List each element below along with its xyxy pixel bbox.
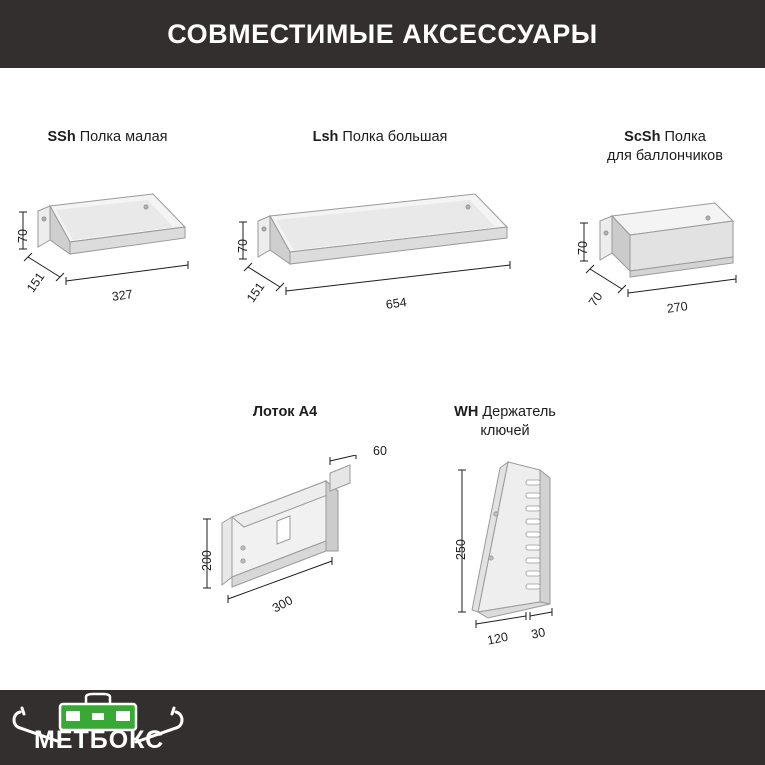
dim-wh-height: 250 — [454, 539, 468, 560]
product-name-scsh: Полка — [664, 129, 706, 145]
product-caption-wh — [415, 403, 595, 441]
product-name2-wh: ключей — [480, 423, 530, 439]
dim-lsh-depth: 151 — [244, 279, 268, 306]
dim-scsh-depth: 70 — [586, 289, 606, 310]
page-header — [0, 0, 765, 68]
product-drawing-scsh — [570, 185, 760, 320]
product-name-lsh: Полка большая — [342, 129, 448, 145]
product-code-ssh: SSh — [47, 129, 76, 145]
product-caption-scsh — [575, 128, 755, 166]
product-name-tray: A4 — [298, 404, 318, 420]
product-drawing-tray — [180, 444, 400, 620]
product-drawing-lsh — [230, 185, 540, 320]
product-code-tray: Лоток — [252, 404, 295, 420]
dim-ssh-depth: 151 — [24, 269, 48, 296]
product-name-wh: Держатель — [482, 404, 556, 420]
product-drawing-wh — [440, 452, 610, 648]
product-item-wh — [415, 403, 595, 441]
dim-scsh-width: 270 — [666, 299, 689, 316]
logo-brand-text: МЕТБОКС — [34, 726, 165, 754]
dim-wh-width: 120 — [486, 629, 510, 648]
dim-lsh-height: 70 — [236, 239, 250, 253]
product-caption-ssh — [10, 128, 205, 147]
product-name-ssh: Полка малая — [79, 129, 168, 145]
logo-badge — [8, 698, 193, 758]
product-code-wh: WH — [454, 404, 479, 420]
product-code-scsh: ScSh — [624, 129, 661, 145]
product-code-lsh: Lsh — [312, 129, 339, 145]
product-item-ssh — [10, 128, 205, 147]
shelf-small-svg — [10, 185, 210, 320]
product-name2-scsh: для баллончиков — [607, 148, 723, 164]
dim-ssh-width: 327 — [111, 287, 134, 304]
dim-tray-height: 200 — [200, 550, 214, 571]
product-item-tray — [185, 403, 385, 422]
dim-tray-depth: 60 — [373, 444, 387, 458]
brand-logo — [8, 698, 193, 758]
dim-wh-depth: 30 — [530, 625, 547, 642]
product-item-scsh — [575, 128, 755, 166]
dim-tray-width: 300 — [270, 593, 295, 616]
page-title: СОВМЕСТИМЫЕ АКСЕССУАРЫ — [167, 18, 598, 49]
product-item-lsh — [230, 128, 530, 147]
product-caption-tray — [185, 403, 385, 422]
product-drawing-ssh — [10, 185, 210, 320]
dim-lsh-width: 654 — [385, 295, 408, 312]
dim-ssh-height: 70 — [16, 229, 30, 243]
dim-scsh-height: 70 — [576, 241, 590, 255]
product-caption-lsh — [230, 128, 530, 147]
